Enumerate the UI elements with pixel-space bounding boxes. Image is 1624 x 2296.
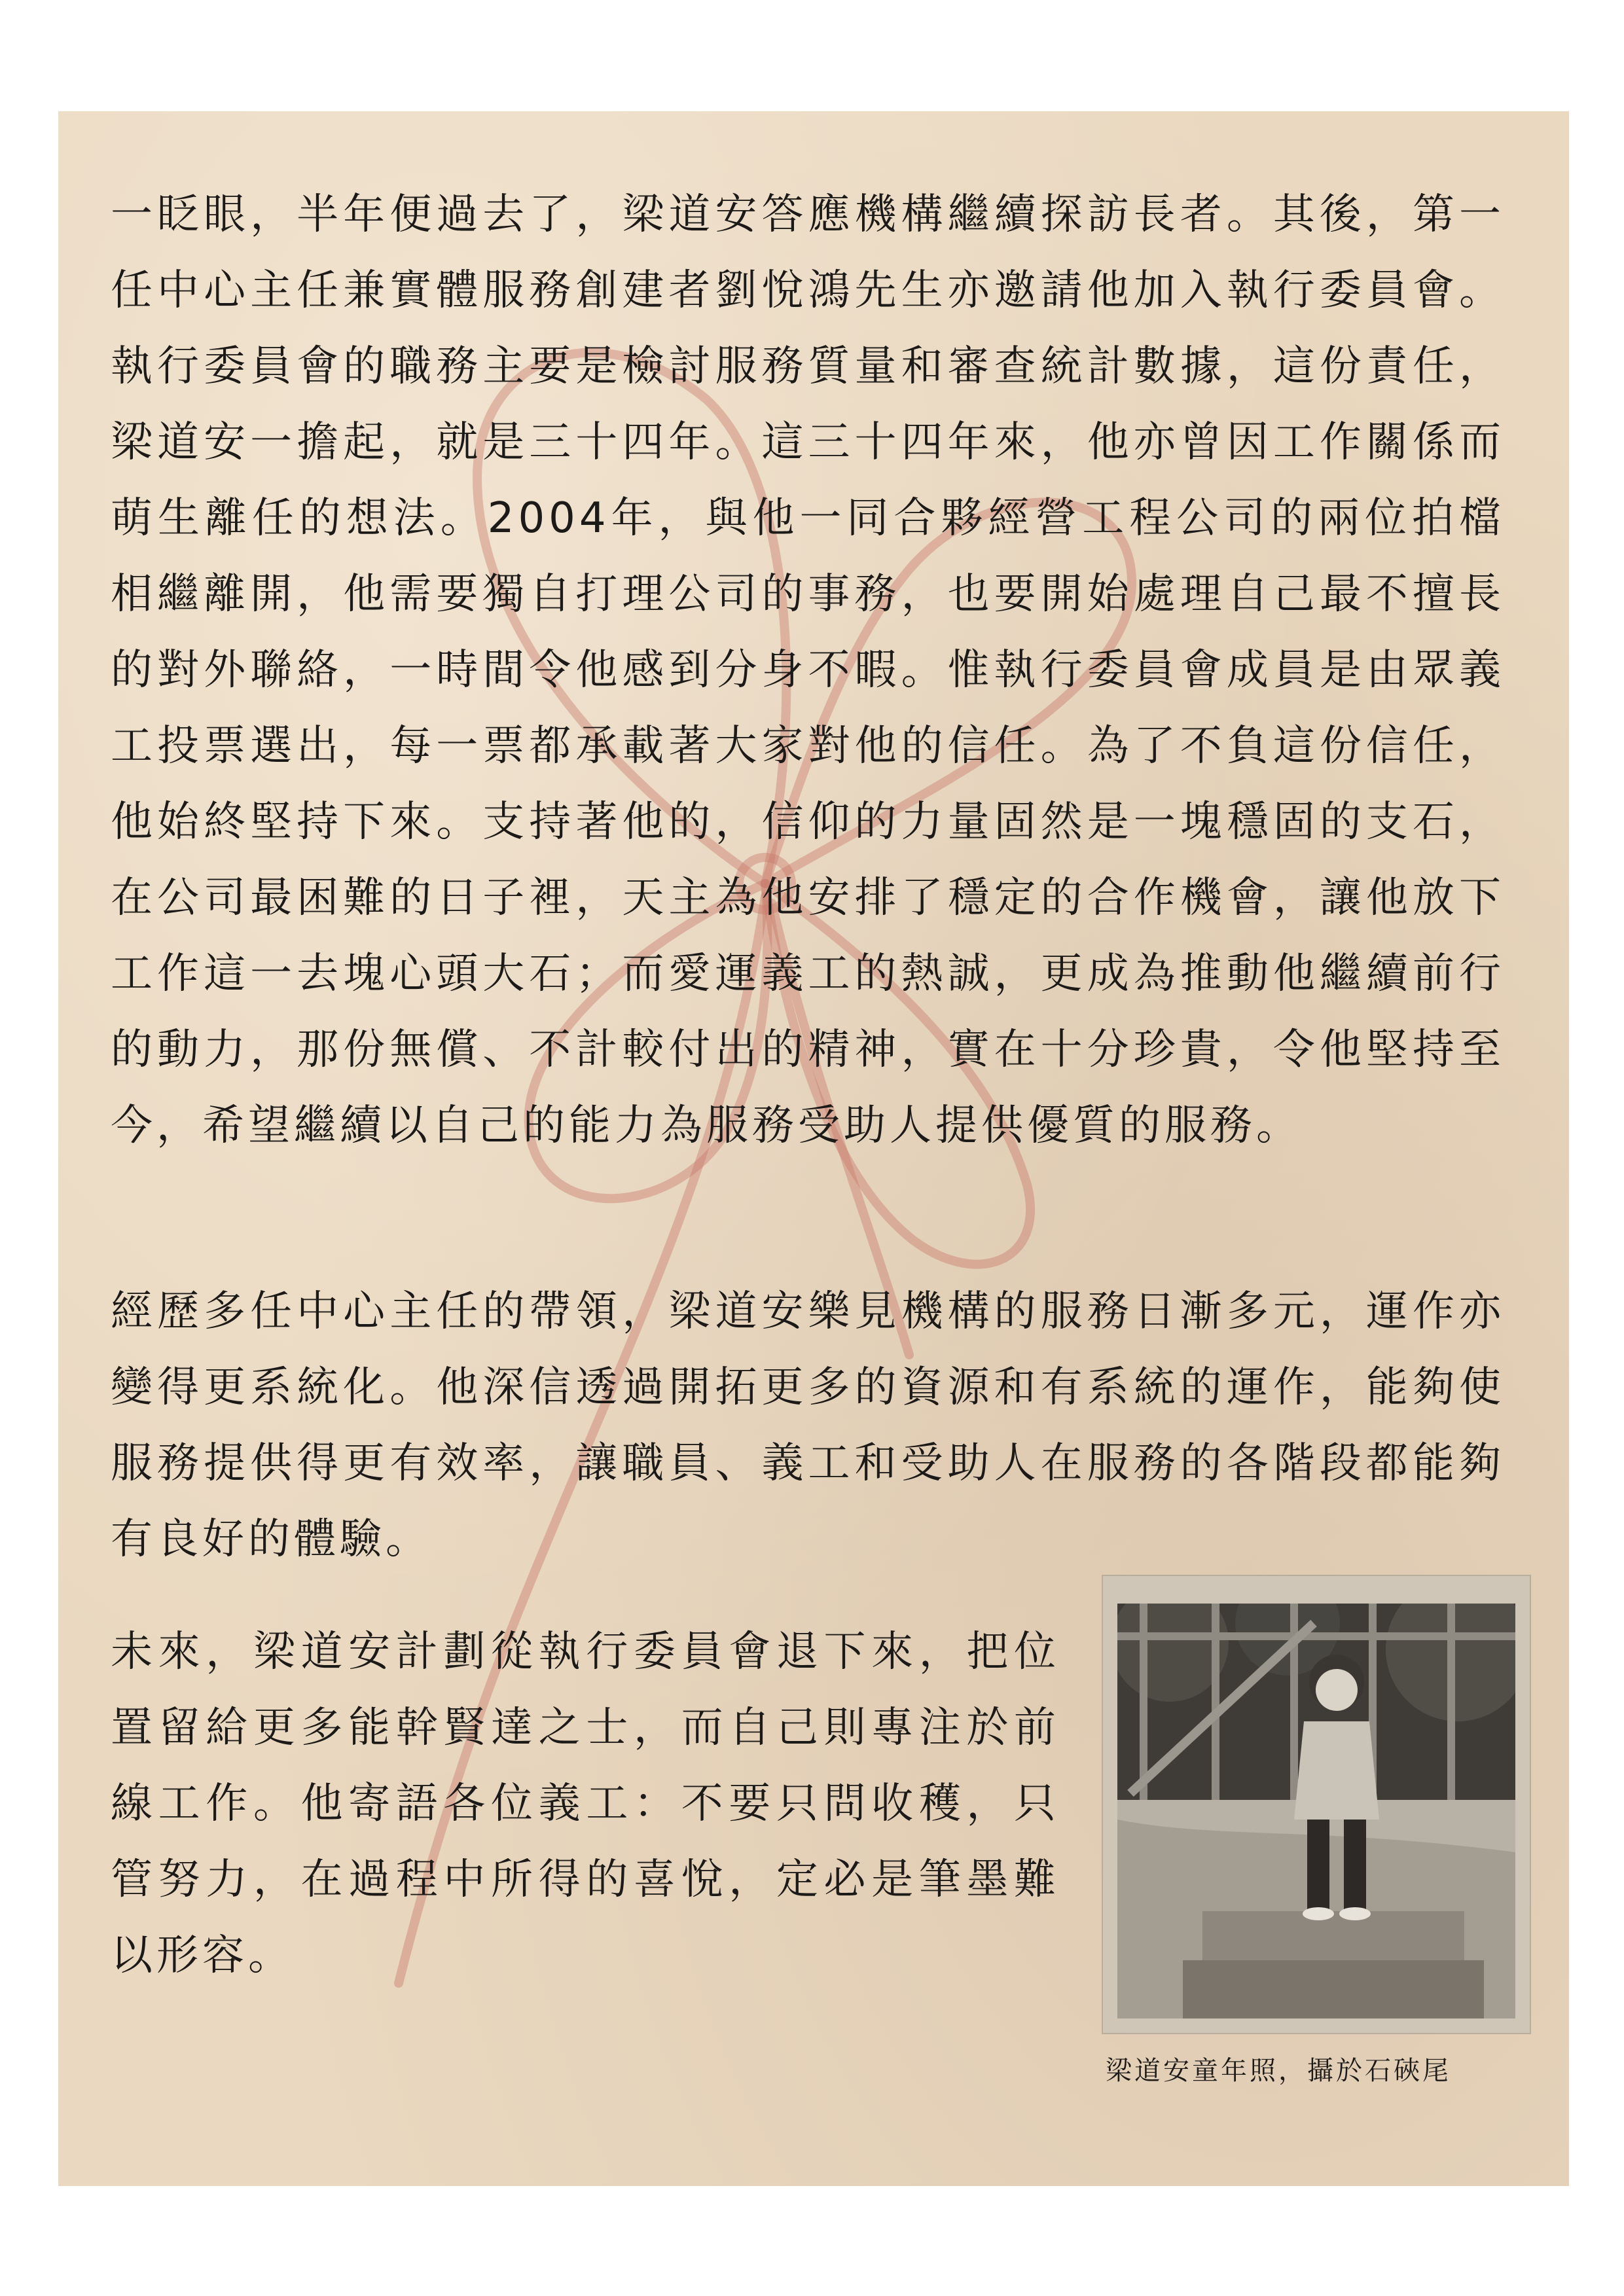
childhood-photo <box>1117 1604 1515 2018</box>
photo-caption: 梁道安童年照，攝於石硤尾 <box>1106 2056 1451 2086</box>
paragraph-3: 未來，梁道安計劃從執行委員會退下來，把位置留給更多能幹賢達之士，而自己則專注於前線工作。他寄語各位義工：不要只問收穫，只管努力，在過程中所得的喜悅，定必是筆墨難以形容。 <box>111 1628 1060 1980</box>
childhood-photo-illustration <box>1117 1604 1515 2018</box>
paper-background <box>58 111 1569 2186</box>
photo-frame <box>1102 1575 1531 2034</box>
paragraph-2: 經歷多任中心主任的帶領，梁道安樂見機構的服務日漸多元，運作亦變得更系統化。他深信透過開拓更多的資源和有系統的運作，能夠使服務提供得更有效率，讓職員、義工和受助人在服務的各階段都能夠有良好的體驗。 <box>111 1287 1505 1564</box>
paragraph-1: 一眨眼，半年便過去了，梁道安答應機構繼續探訪長者。其後，第一任中心主任兼實體服務創建者劉悅鴻先生亦邀請他加入執行委員會。執行委員會的職務主要是檢討服務質量和審查統計數據，這份責任，梁道安一擔起，就是三十四年。這三十四年來，他亦曾因工作關係而萌生離任的想法。2004年，與他一同合夥經營工程公司的兩位拍檔相繼離開，他需要獨自打理公司的事務，也要開始處理自己最不擅長的對外聯絡，一時間令他感到分身不暇。惟執行委員會成員是由眾義工投票選出，每一票都承載著大家對他的信任。為了不負這份信任，他始終堅持下來。支持著他的，信仰的力量固然是一塊穩固的支石，在公司最困難的日子裡，天主為他安排了穩定的合作機會，讓他放下工作這一去塊心頭大石；而愛運義工的熱誠，更成為推動他繼續前行的動力，那份無償、不計較付出的精神，實在十分珍貴，令他堅持至今，希望繼續以自己的能力為服務受助人提供優質的服務。 <box>111 190 1505 1150</box>
